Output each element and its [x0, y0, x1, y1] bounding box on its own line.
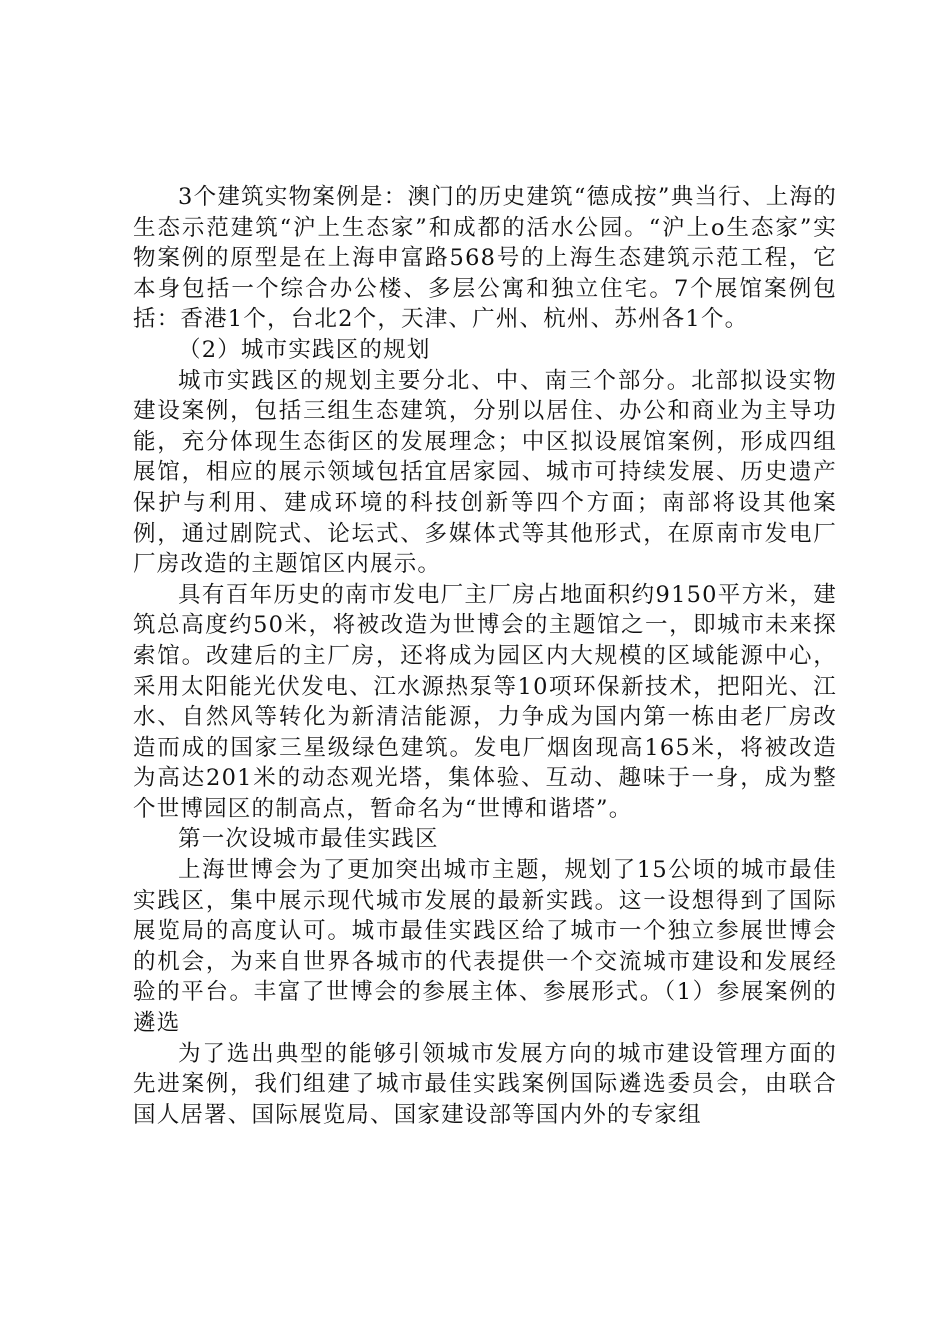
paragraph-planning-zones: 城市实践区的规划主要分北、中、南三个部分。北部拟设实物建设案例，包括三组生态建筑，分别以居住、办公和商业为主导功能，充分体现生态街区的发展理念；中区拟设展馆案例，形成四组展馆，相应的展示领域包括宜居家园、城市可持续发展、历史遗产保护与利用、建成环境的科技创新等四个方面；南部将设其他案例，通过剧院式、论坛式、多媒体式等其他形式，在原南市发电厂厂房改造的主题馆区内展示。 — [133, 367, 837, 578]
paragraph-selection-committee: 为了选出典型的能够引领城市发展方向的城市建设管理方面的先进案例，我们组建了城市最佳实践案例国际遴选委员会，由联合国人居署、国际展览局、国家建设部等国内外的专家组 — [133, 1040, 837, 1128]
document-body — [133, 182, 837, 1130]
paragraph-building-cases: 3个建筑实物案例是：澳门的历史建筑“德成按”典当行、上海的生态示范建筑“沪上生态家”和成都的活水公园。“沪上o生态家”实物案例的原型是在上海申富路568号的上海生态建筑示范工程，它本身包括一个综合办公楼、多层公寓和独立住宅。7个展馆案例包括：香港1个，台北2个，天津、广州、杭州、苏州各1个。 — [133, 184, 837, 333]
section-heading-city-practice-planning: （2）城市实践区的规划 — [178, 336, 431, 363]
section-heading-first-best-practice: 第一次设城市最佳实践区 — [178, 826, 439, 853]
paragraph-best-practice-area: 上海世博会为了更加突出城市主题，规划了15公顷的城市最佳实践区，集中展示现代城市发展的最新实践。这一设想得到了国际展览局的高度认可。城市最佳实践区给了城市一个独立参展世博会的机会，为来自世界各城市的代表提供一个交流城市建设和发展经验的平台。丰富了世博会的参展主体、参展形式。（1）参展案例的遴选 — [133, 857, 837, 1037]
paragraph-power-plant: 具有百年历史的南市发电厂主厂房占地面积约9150平方米，建筑总高度约50米，将被改造为世博会的主题馆之一，即城市未来探索馆。改建后的主厂房，还将成为园区内大规模的区域能源中心，采用太阳能光伏发电、江水源热泵等10项环保新技术，把阳光、江水、自然风等转化为新清洁能源，力争成为国内第一栋由老厂房改造而成的国家三星级绿色建筑。发电厂烟囱现高165米，将被改造为高达201米的动态观光塔，集体验、互动、趣味于一身，成为整个世博园区的制高点，暂命名为“世博和谐塔”。 — [133, 581, 837, 822]
